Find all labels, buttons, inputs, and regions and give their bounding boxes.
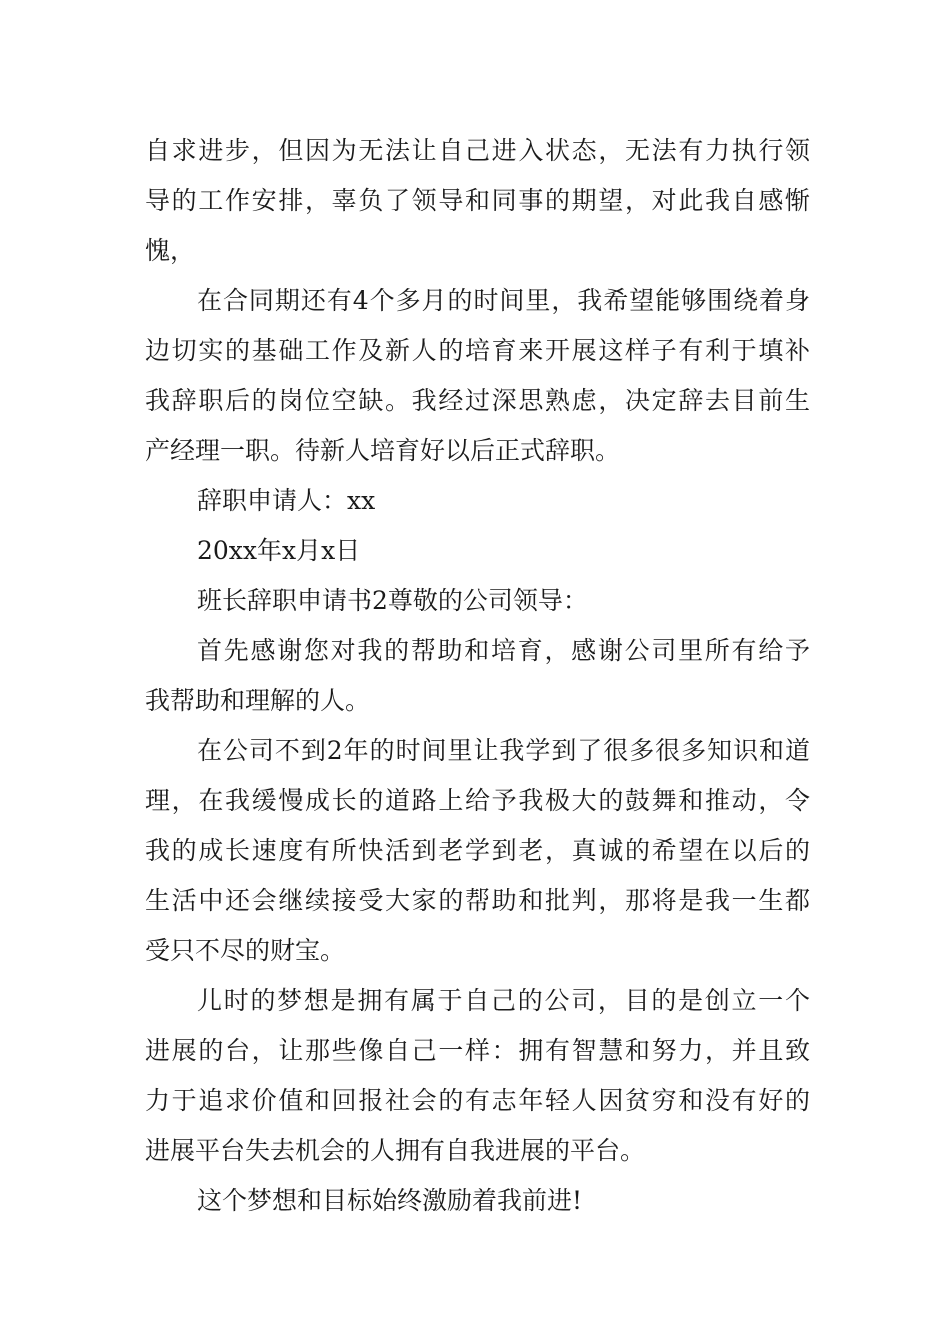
text-line: 理，在我缓慢成长的道路上给予我极大的鼓舞和推动，令 — [145, 786, 810, 815]
text-line: 受只不尽的财宝。 — [145, 936, 346, 965]
text-line: 我帮助和理解的人。 — [145, 686, 371, 715]
text-line: 我的成长速度有所快活到老学到老，真诚的希望在以后的 — [145, 836, 810, 865]
text-line: 愧， — [145, 236, 196, 265]
signature-line: 辞职申请人：xx — [197, 486, 376, 515]
text-line: 产经理一职。待新人培育好以后正式辞职。 — [145, 436, 621, 465]
text-line: 生活中还会继续接受大家的帮助和批判，那将是我一生都 — [145, 886, 810, 915]
text-line: 导的工作安排，辜负了领导和同事的期望，对此我自感惭 — [145, 186, 810, 215]
text-line: 自求进步，但因为无法让自己进入状态，无法有力执行领 — [145, 136, 810, 165]
text-line: 在合同期还有4个多月的时间里，我希望能够围绕着身 — [197, 286, 810, 315]
text-line: 儿时的梦想是拥有属于自己的公司，目的是创立一个 — [197, 986, 810, 1015]
text-line: 在公司不到2年的时间里让我学到了很多很多知识和道 — [197, 736, 810, 765]
heading-line: 班长辞职申请书2尊敬的公司领导： — [197, 586, 588, 615]
text-line: 这个梦想和目标始终激励着我前进! — [197, 1186, 583, 1215]
text-line: 边切实的基础工作及新人的培育来开展这样子有利于填补 — [145, 336, 810, 365]
text-line: 力于追求价值和回报社会的有志年轻人因贫穷和没有好的 — [145, 1086, 810, 1115]
text-line: 我辞职后的岗位空缺。我经过深思熟虑，决定辞去目前生 — [145, 386, 810, 415]
text-line: 进展平台失去机会的人拥有自我进展的平台。 — [145, 1136, 646, 1165]
text-line: 进展的台，让那些像自己一样：拥有智慧和努力，并且致 — [145, 1036, 810, 1065]
date-line: 20xx年x月x日 — [197, 536, 361, 565]
text-line: 首先感谢您对我的帮助和培育，感谢公司里所有给予 — [197, 636, 810, 665]
